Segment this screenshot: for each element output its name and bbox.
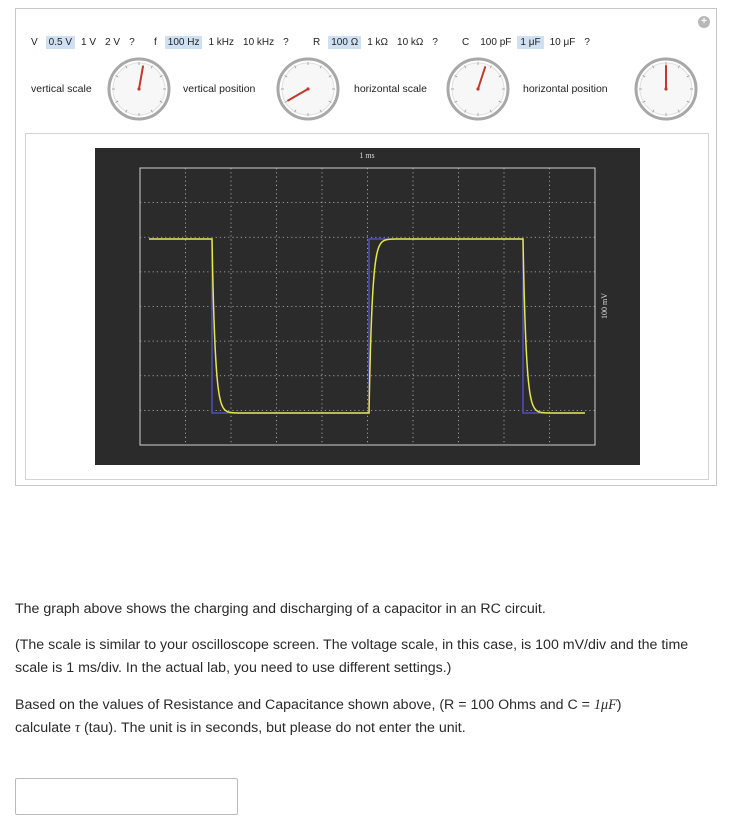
question-paragraph-2: (The scale is similar to your oscilloscope screen. The voltage scale, in this case, is 100 mV/div and the time scale is 1 ms/div. In the actual lab, you need to use different settings.) [15,637,689,676]
capacitance-option[interactable]: 10 μF [549,36,576,48]
knob-label-vertical-position: vertical position [183,83,256,95]
answer-input[interactable] [16,779,237,814]
time-scale-label: 1 ms [359,151,375,160]
question-text-c: calculate [15,720,75,736]
frequency-option[interactable]: ? [283,36,289,48]
knob-pivot [306,87,309,90]
volt-scale-label: 100 mV [600,293,609,319]
knob-label-horizontal-position: horizontal position [523,83,608,95]
knob-horizontal-scale[interactable] [446,57,510,121]
voltage-option[interactable]: 2 V [105,36,121,48]
voltage-option[interactable]: ? [129,36,135,48]
resistance-selector [313,34,444,50]
question-text-b: ) [616,697,622,713]
capacitance-option[interactable]: ? [584,36,590,48]
resistance-option[interactable]: ? [432,36,438,48]
capacitance-label: C [462,36,470,48]
question-paragraph-1: The graph above shows the charging and discharging of a capacitor in an RC circuit. [15,601,546,617]
frequency-option[interactable]: 1 kHz [208,36,235,48]
voltage-label: V [31,36,38,48]
question-paragraph-3 [15,694,723,717]
knob-vertical-position[interactable] [276,57,340,121]
tau-math: τ [74,720,81,736]
capacitance-selector [462,34,596,50]
add-circle-icon[interactable]: + [698,16,710,28]
resistance-option[interactable]: 100 Ω [328,36,361,49]
knob-horizontal-position[interactable] [634,57,698,121]
resistance-option[interactable]: 10 kΩ [397,36,424,48]
frequency-label: f [154,36,157,48]
question-text-a: Based on the values of Resistance and Capacitance shown above, (R = 100 Ohms and C = [15,697,594,713]
frequency-selector [154,34,295,50]
answer-box [15,778,238,815]
knob-pivot [137,87,140,90]
voltage-option[interactable]: 0.5 V [46,36,75,49]
knob-label-vertical-scale: vertical scale [31,83,92,95]
knob-label-horizontal-scale: horizontal scale [354,83,427,95]
resistance-label: R [313,36,321,48]
voltage-selector [31,34,141,50]
frequency-option[interactable]: 100 Hz [165,36,203,49]
knob-pivot [476,87,479,90]
knob-pivot [664,87,667,90]
oscilloscope-screen [95,148,640,465]
capacitance-math: 1μF [593,697,617,713]
resistance-option[interactable]: 1 kΩ [367,36,389,48]
capacitance-option[interactable]: 1 μF [517,36,543,49]
question-paragraph-4 [15,717,723,740]
knob-vertical-scale[interactable] [107,57,171,121]
capacitance-option[interactable]: 100 pF [480,36,512,48]
voltage-option[interactable]: 1 V [81,36,97,48]
frequency-option[interactable]: 10 kHz [243,36,275,48]
question-text-d: (tau). The unit is in seconds, but please do not enter the unit. [80,720,466,736]
